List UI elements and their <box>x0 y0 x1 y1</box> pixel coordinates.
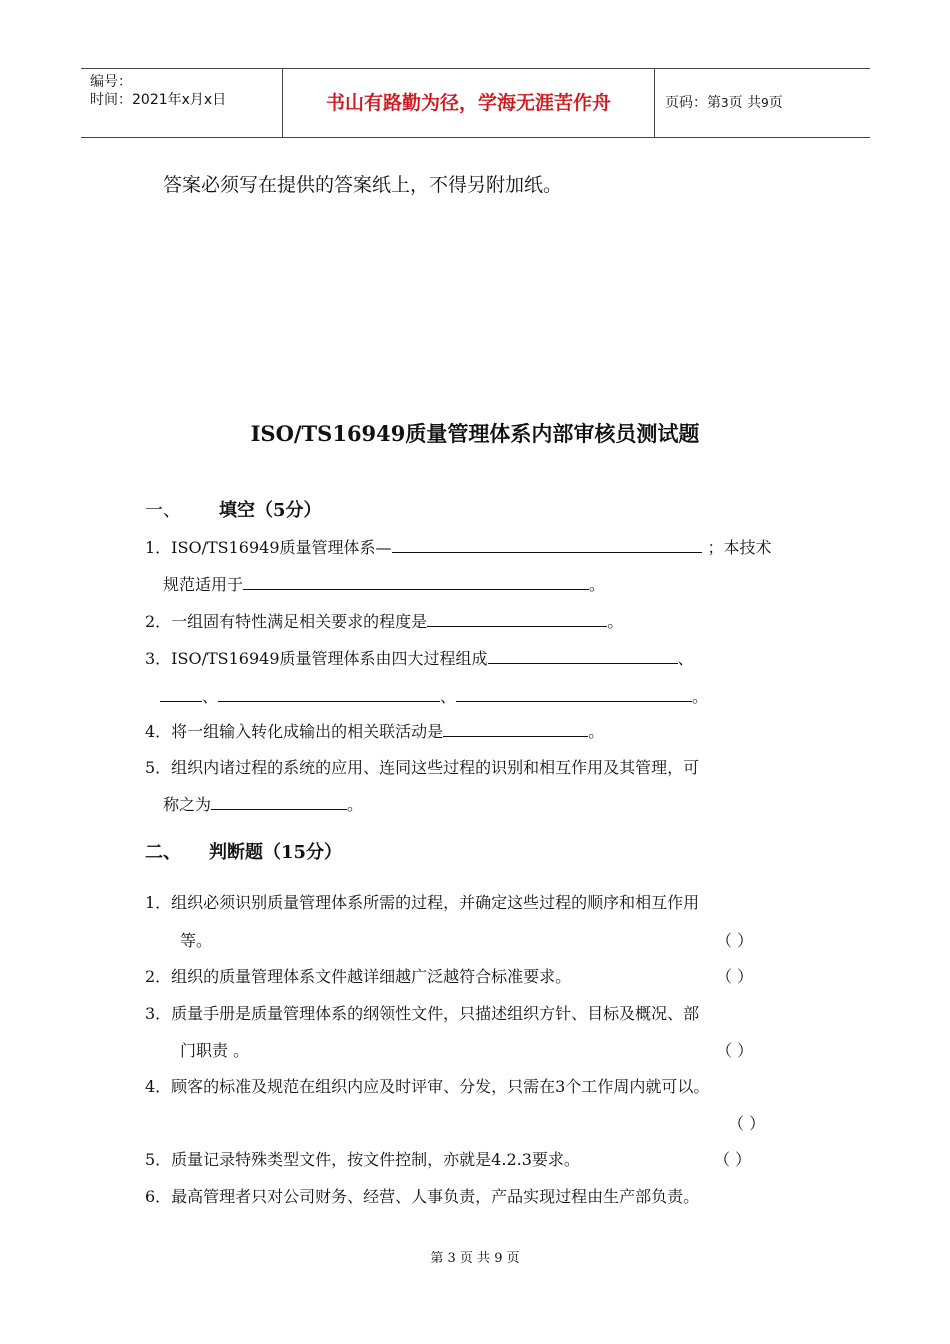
judge-q1-line2: 等。 <box>180 931 213 950</box>
fill-q3-blank4[interactable] <box>456 685 692 702</box>
fill-q3-sep1: 、 <box>677 649 694 668</box>
judge-q3-answer[interactable]: （ ） <box>716 1041 754 1060</box>
header-page-number <box>655 69 870 137</box>
section2-title: 判断题（15分） <box>209 842 343 863</box>
judge-q1-answer[interactable]: （ ） <box>716 931 754 950</box>
fill-q4-text: 4．将一组输入转化成输出的相关联活动是 <box>145 722 444 741</box>
page-suffix: 页 <box>768 95 783 111</box>
judge-q2: 2．组织的质量管理体系文件越详细越广泛越符合标准要求。 <box>145 967 572 986</box>
fill-q5-line2 <box>163 792 363 815</box>
fill-q4 <box>145 719 604 742</box>
page-title: ISO/TS16949质量管理体系内部审核员测试题 <box>250 421 700 446</box>
page-mid: 页 共 <box>728 95 762 111</box>
fill-q4-blank[interactable] <box>443 720 588 737</box>
fill-q5-blank[interactable] <box>211 793 347 810</box>
fill-q3-end: 。 <box>692 687 709 706</box>
page-header <box>81 68 870 138</box>
fill-q3-blank3[interactable] <box>218 685 440 702</box>
fill-q3-sep3: 、 <box>440 687 457 706</box>
judge-q3-line1: 3．质量手册是质量管理体系的纲领性文件，只描述组织方针、目标及概况、部 <box>145 1004 700 1023</box>
fill-q3-line2 <box>160 684 708 707</box>
fill-q5-text-b: 称之为 <box>163 795 212 814</box>
fill-q3-text: 3．ISO/TS16949质量管理体系由四大过程组成 <box>145 649 488 668</box>
header-meta-cell <box>81 69 283 137</box>
fill-q2-text: 2．一组固有特性满足相关要求的程度是 <box>145 612 428 631</box>
fill-q1-blank2[interactable] <box>243 573 589 590</box>
fill-q1-text-b: ；本技术 <box>707 538 772 557</box>
section2-number: 二、 <box>145 842 181 863</box>
fill-q1-blank1[interactable] <box>392 536 702 553</box>
fill-q1-line1 <box>145 535 772 558</box>
fill-q2-blank[interactable] <box>427 610 607 627</box>
section1-number: 一、 <box>145 500 181 521</box>
fill-q1-text-c: 规范适用于 <box>163 575 244 594</box>
fill-q2-end: 。 <box>607 612 624 631</box>
section2-heading <box>145 838 342 864</box>
serial-label: 编号： <box>90 74 132 90</box>
fill-q3-blank1[interactable] <box>488 647 678 664</box>
judge-q2-answer[interactable]: （ ） <box>716 967 754 986</box>
judge-q3-line2: 门职责 。 <box>180 1041 250 1060</box>
judge-q5: 5．质量记录特殊类型文件，按文件控制，亦就是4.2.3要求。 <box>145 1150 580 1169</box>
fill-q1-end: 。 <box>589 575 606 594</box>
fill-q5-line1 <box>145 755 699 778</box>
judge-q6: 6．最高管理者只对公司财务、经营、人事负责，产品实现过程由生产部负责。 <box>145 1187 700 1206</box>
time-label: 时间：2021年x月x日 <box>90 92 227 108</box>
fill-q3-line1 <box>145 646 694 669</box>
judge-q1-line1: 1．组织必须识别质量管理体系所需的过程，并确定这些过程的顺序和相互作用 <box>145 893 700 912</box>
judge-q5-answer[interactable]: （ ） <box>714 1150 752 1169</box>
section1-heading <box>145 496 322 522</box>
fill-q3-sep2: 、 <box>202 687 219 706</box>
page-total: 9 <box>761 96 769 110</box>
answer-note: 答案必须写在提供的答案纸上，不得另附加纸。 <box>163 174 563 196</box>
section1-title: 填空（5分） <box>219 500 322 521</box>
header-motto: 书山有路勤为径，学海无涯苦作舟 <box>283 69 655 137</box>
judge-q4: 4．顾客的标准及规范在组织内应及时评审、分发，只需在3个工作周内就可以。 <box>145 1077 710 1096</box>
judge-q4-answer[interactable]: （ ） <box>728 1114 766 1133</box>
fill-q2 <box>145 609 623 632</box>
fill-q3-blank2[interactable] <box>160 685 202 702</box>
page-footer: 第 3 页 共 9 页 <box>430 1251 520 1266</box>
fill-q4-end: 。 <box>588 722 605 741</box>
page-current: 3 <box>721 96 729 110</box>
fill-q5-text: 5．组织内诸过程的系统的应用、连同这些过程的识别和相互作用及其管理，可 <box>145 758 700 777</box>
page-prefix: 页码：第 <box>665 95 721 111</box>
fill-q1-line2 <box>163 572 605 595</box>
fill-q1-text: 1．ISO/TS16949质量管理体系— <box>145 538 392 557</box>
fill-q5-end: 。 <box>347 795 364 814</box>
